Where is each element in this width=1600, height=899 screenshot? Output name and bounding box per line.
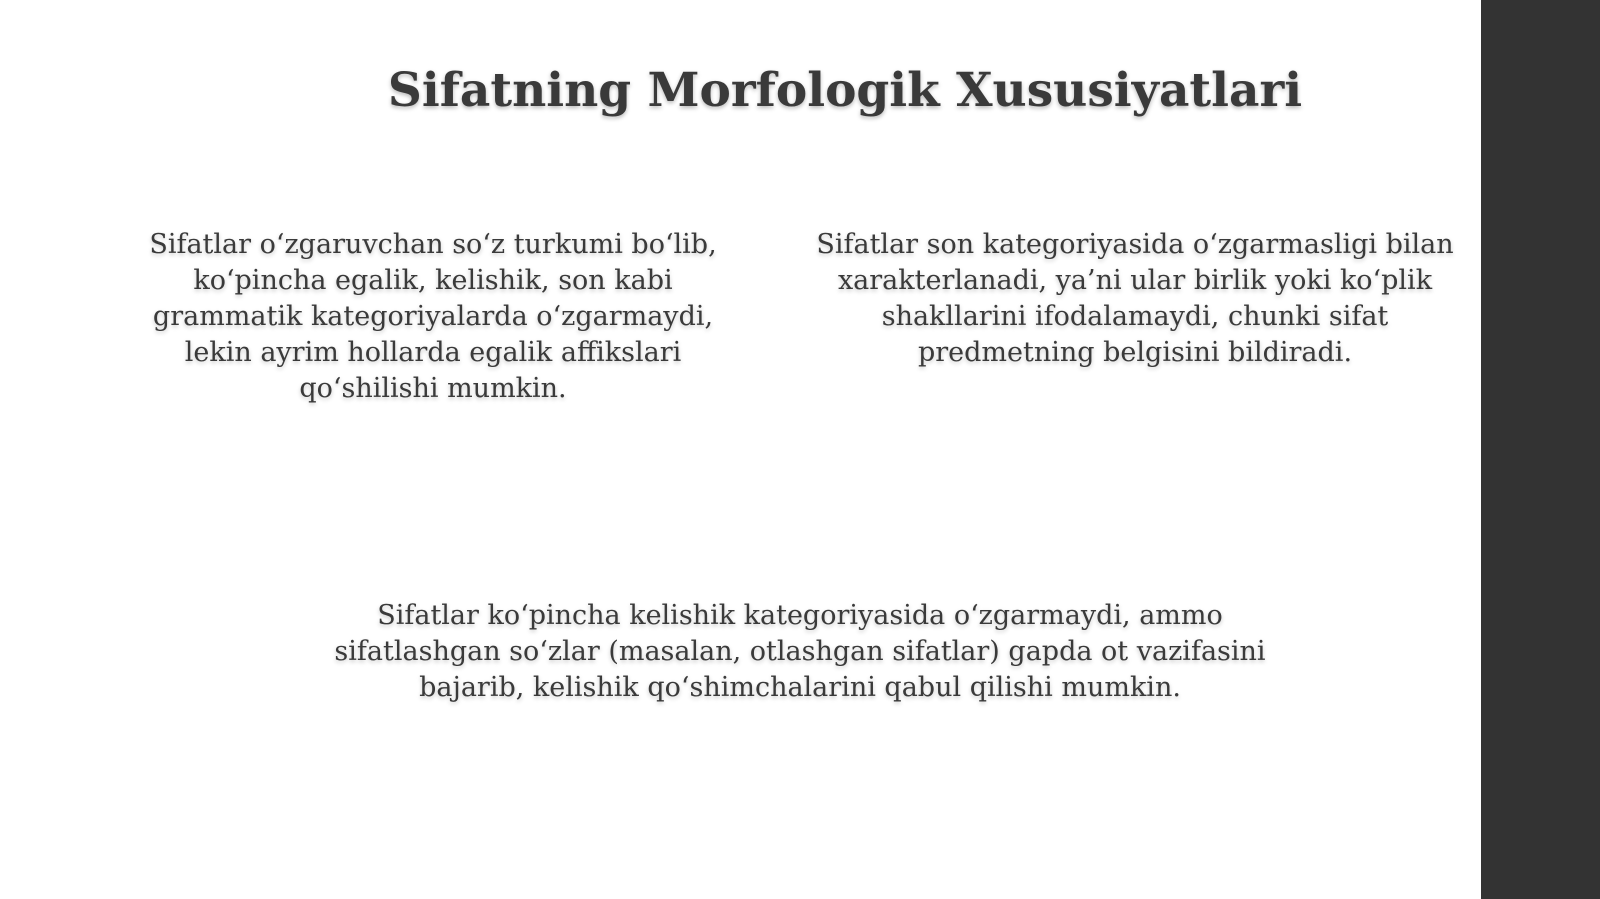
left-paragraph-line: Sifatlar o‘zgaruvchan so‘z turkumi bo‘lib, (149, 229, 717, 260)
right-paragraph-line: shakllarini ifodalamaydi, chunki sifat (881, 301, 1389, 332)
slide-title: Sifatning Morfologik Xususiyatlari (387, 63, 1303, 118)
bottom-paragraph-line: bajarib, kelishik qo‘shimchalarini qabul qilishi mumkin. (419, 672, 1181, 703)
right-paragraph-line: xarakterlanadi, ya’ni ular birlik yoki ko‘plik (837, 265, 1433, 296)
left-paragraph-line: grammatik kategoriyalarda o‘zgarmaydi, (152, 301, 714, 332)
right-paragraph (800, 227, 1470, 371)
left-paragraph-line: ko‘pincha egalik, kelishik, son kabi (193, 265, 673, 296)
right-paragraph-line: predmetning belgisini bildiradi. (917, 337, 1353, 368)
left-paragraph (113, 227, 753, 407)
bottom-paragraph-line: sifatlashgan so‘zlar (masalan, otlashgan sifatlar) gapda ot vazifasini (334, 636, 1266, 667)
left-paragraph-line: qo‘shilishi mumkin. (299, 373, 567, 404)
bottom-paragraph-line: Sifatlar ko‘pincha kelishik kategoriyasida o‘zgarmaydi, ammo (377, 600, 1223, 631)
left-paragraph-line: lekin ayrim hollarda egalik affikslari (184, 337, 682, 368)
right-paragraph-line: Sifatlar son kategoriyasida o‘zgarmasligi bilan (816, 229, 1454, 260)
bottom-paragraph (280, 598, 1320, 706)
side-bar (1481, 0, 1600, 899)
